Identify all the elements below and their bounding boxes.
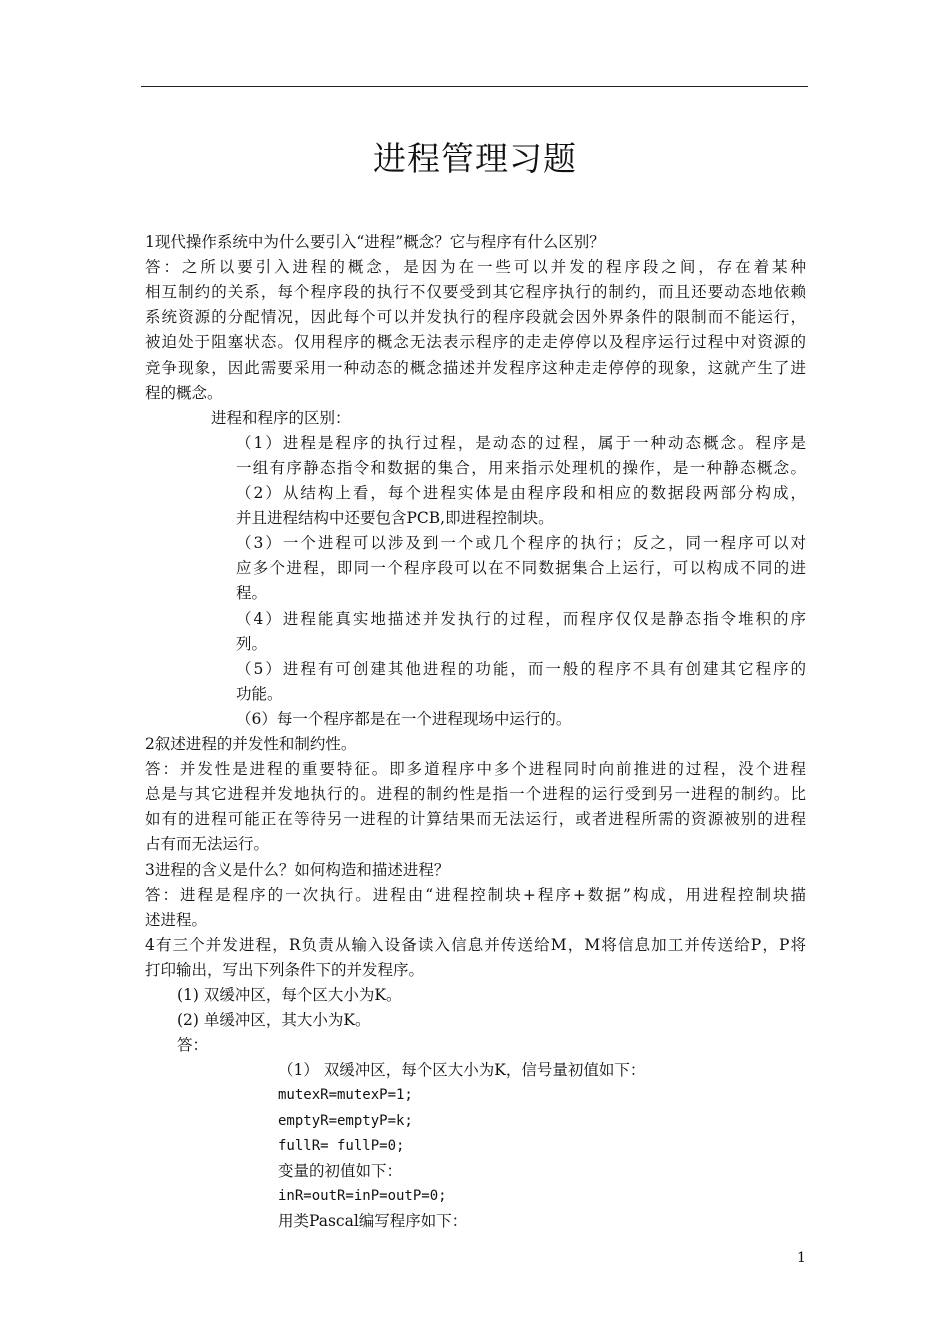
text-line: 2叙述进程的并发性和制约性。: [145, 735, 357, 753]
text-line: 用类Pascal编写程序如下：: [278, 1211, 468, 1230]
text-line: 并且进程结构中还要包含PCB,即进程控制块。: [236, 509, 554, 528]
text-line: 程的概念。: [145, 383, 223, 402]
text-line: 应多个进程，即同一个程序段可以在不同数据集合上运行，可以构成不同的进: [236, 559, 806, 578]
header-rule: [141, 86, 808, 87]
text-line: 占有而无法运行。: [145, 835, 270, 854]
text-line: （6）每一个程序都是在一个进程现场中运行的。: [236, 709, 572, 728]
text-line: （4）进程能真实地描述并发执行的过程，而程序仅仅是静态指令堆积的序: [236, 609, 806, 628]
text-line: 如有的进程可能正在等待另一进程的计算结果而无法运行，或者进程所需的资源被别的进程: [145, 810, 806, 829]
text-line: （5）进程有可创建其他进程的功能，而一般的程序不具有创建其它程序的: [236, 659, 806, 678]
text-line: 一组有序静态指令和数据的集合，用来指示处理机的操作，是一种静态概念。: [236, 458, 806, 477]
text-line: inR=outR=inP=outP=0;: [278, 1187, 447, 1204]
text-line: （1）进程是程序的执行过程，是动态的过程，属于一种动态概念。程序是: [236, 433, 806, 452]
text-line: 4有三个并发进程，R负责从输入设备读入信息并传送给M，M将信息加工并传送给P，P将: [145, 935, 806, 954]
text-line: 进程和程序的区别：: [211, 408, 351, 427]
text-line: 答：之所以要引入进程的概念，是因为在一些可以并发的程序段之间，存在着某种: [145, 258, 806, 277]
text-line: 总是与其它进程并发地执行的。进程的制约性是指一个进程的运行受到另一进程的制约。比: [145, 785, 806, 804]
text-line: mutexR=mutexP=1;: [278, 1087, 413, 1104]
text-line: 1现代操作系统中为什么要引入“进程”概念？它与程序有什么区别？: [145, 233, 605, 251]
text-line: 列。: [236, 634, 268, 653]
text-line: 系统资源的分配情况，因此每个可以并发执行的程序段就会因外界条件的限制而不能运行，: [145, 308, 806, 327]
text-line: fullR= fullP=0;: [278, 1137, 405, 1154]
text-line: (1) 双缓冲区，每个区大小为K。: [177, 986, 402, 1004]
text-line: 程。: [236, 584, 268, 603]
page-number: 1: [797, 1250, 806, 1266]
text-line: 3进程的含义是什么？如何构造和描述进程？: [145, 860, 450, 879]
text-line: 被迫处于阻塞状态。仅用程序的概念无法表示程序的走走停停以及程序运行过程中对资源的: [145, 333, 806, 352]
text-line: 答：: [177, 1036, 209, 1055]
text-line: 答：并发性是进程的重要特征。即多道程序中多个进程同时向前推进的过程，没个进程: [145, 760, 806, 779]
text-line: 相互制约的关系，每个程序段的执行不仅要受到其它程序执行的制约，而且还要动态地依赖: [145, 283, 806, 302]
text-line: (2) 单缓冲区，其大小为K。: [177, 1011, 371, 1030]
text-line: 竞争现象，因此需要采用一种动态的概念描述并发程序这种走走停停的现象，这就产生了进: [145, 358, 806, 377]
text-line: 答：进程是程序的一次执行。进程由“进程控制块+程序+数据”构成，用进程控制块描: [145, 885, 806, 904]
text-line: 述进程。: [145, 910, 208, 929]
document-title: 进程管理习题: [373, 139, 577, 178]
text-line: 功能。: [236, 684, 283, 703]
text-line: （3）一个进程可以涉及到一个或几个程序的执行；反之，同一程序可以对: [236, 534, 806, 553]
text-line: 打印输出，写出下列条件下的并发程序。: [145, 960, 425, 979]
text-line: emptyR=emptyP=k;: [278, 1112, 413, 1129]
text-line: （1） 双缓冲区，每个区大小为K，信号量初值如下：: [278, 1061, 646, 1080]
text-line: 变量的初值如下：: [278, 1161, 403, 1180]
text-line: （2）从结构上看，每个进程实体是由程序段和相应的数据段两部分构成，: [236, 484, 806, 502]
